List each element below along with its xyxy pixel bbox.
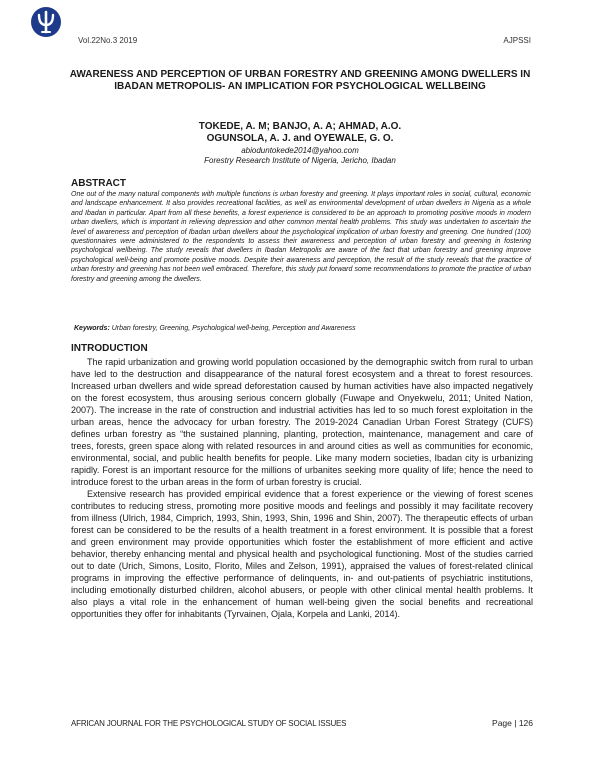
psi-logo-icon [30,6,62,38]
keywords [74,325,534,332]
keywords-text: Urban forestry, Greening, Psychological well-being, Perception and Awareness [111,325,356,332]
author-email[interactable]: abioduntokede2014@yahoo.com [241,146,359,155]
abstract-text: One out of the many natural components with multiple functions is urban forestry and greening. It plays important roles in social, cultural, economic and landscape enhancement. It also provides recreational facilities, as well as environmental development of urban dwellers in Nigeria as a whole and Ibadan in particular. Apart from all these benefits, a forest experience is considered to be an approach to promoting positive moods in modern urban dwellers, which is important in relieving depression and other common mental health problems. This study was undertaken to ascertain the level of awareness and perception of Ibadan urban dwellers about the psychological implication of urban forestry and greening. One hundred (100) questionnaires were administered to the respondents to assess their awareness and perception of urban forestry and greening in fostering psychological wellbeing. The study reveals that dwellers in Ibadan Metropolis are aware of the fact that urban forestry and greening improve psychological well-being and promote positive moods. Despite their awareness and perception, the result of the study reveals that the practice of urban forestry and greening has not been well embraced. Therefore, this study put forward some recommendations to promote the practice of urban forestry and greening among the dwellers. [71,191,531,283]
abstract-heading: ABSTRACT [71,178,126,189]
paper-title: AWARENESS AND PERCEPTION OF URBAN FORESTRY AND GREENING AMONG DWELLERS IN IBADAN METROPOLIS- AN IMPLICATION FOR PSYCHOLOGICAL WELLBEING [69,69,531,92]
footer-journal-name: AFRICAN JOURNAL FOR THE PSYCHOLOGICAL STUDY OF SOCIAL ISSUES [71,719,347,728]
introduction-heading: INTRODUCTION [71,343,148,354]
introduction-paragraph-2: Extensive research has provided empirical evidence that a forest experience or the viewing of forest scenes contributes to reducing stress, promoting more positive moods and feelings and possibly it may facilitate recovery from illness (Ulrich, 1984, Cimprich, 1993, Shin, 1993, Shin, 1996 and Shin, 2007). The therapeutic effects of urban forest can be considered to be the results of a health treatment in a forest environment. It is possible that a forest and green environment may provide opportunities which foster the establishment of more efficient and active behavior, thereby enhancing mental and physical health and psychological functioning. Most of the studies carried out to date (Urich, Simons, Losito, Florito, Miles and Zelson, 1991), appraised the values of forest-related clinical programs in improving the effective performance of delinquents, in- and out-patients of psychiatric institutions, including emotionally disturbed children, alcohol abusers, or people with other clinical mental health problems. It also plays a vital role in the enhancement of human well-being given the social benefits and recreational opportunities they offer for inhabitants (Tyrvainen, Ojala, Korpela and Lanki, 2014). [71,489,533,619]
footer-page-number: Page | 126 [492,718,533,728]
header-volume: Vol.22No.3 2019 [78,36,138,45]
authors-line-2: OGUNSOLA, A. J. and OYEWALE, G. O. [206,133,394,144]
keywords-label: Keywords: [74,325,110,332]
author-list [150,121,450,145]
affiliation [150,146,450,166]
introduction-paragraph-1: The rapid urbanization and growing world population occasioned by the demographic switch from rural to urban have led to the destruction and disappearance of the natural forest ecosystem and a threat to forest resources. Increased urban dwellers and wide spread deforestation caused by human activities have also impacted negatively on the forest ecosystem, thus arousing serious concern globally (Fuwape and Onyekwelu, 2011; United Nation, 2007). The increase in the rate of construction and industrial activities has led to so much forest exploitation in the urban areas, hence the advocacy for urban forestry. The 2019-2024 Canadian Urban Forest Strategy (CUFS) defines urban forestry as “the sustained planning, planting, protection, maintenance, management and care of trees, forests, green space along with related resources in and around cities as well as communities for economic, environmental, social, and public health benefits for people. Like many modern societies, Ibadan city is urbanizing rapidly. Forest is an important resource for the millions of urbanites seeking more quality of life; hence the need to introduce forest to the urban areas in the form of urban forestry is crucial. [71,357,533,487]
author-institute: Forestry Research Institute of Nigeria, Jericho, Ibadan [204,156,396,165]
header-journal-abbr: AJPSSI [503,36,531,45]
authors-line-1: TOKEDE, A. M; BANJO, A. A; AHMAD, A.O. [198,121,402,132]
introduction-body [71,356,533,620]
